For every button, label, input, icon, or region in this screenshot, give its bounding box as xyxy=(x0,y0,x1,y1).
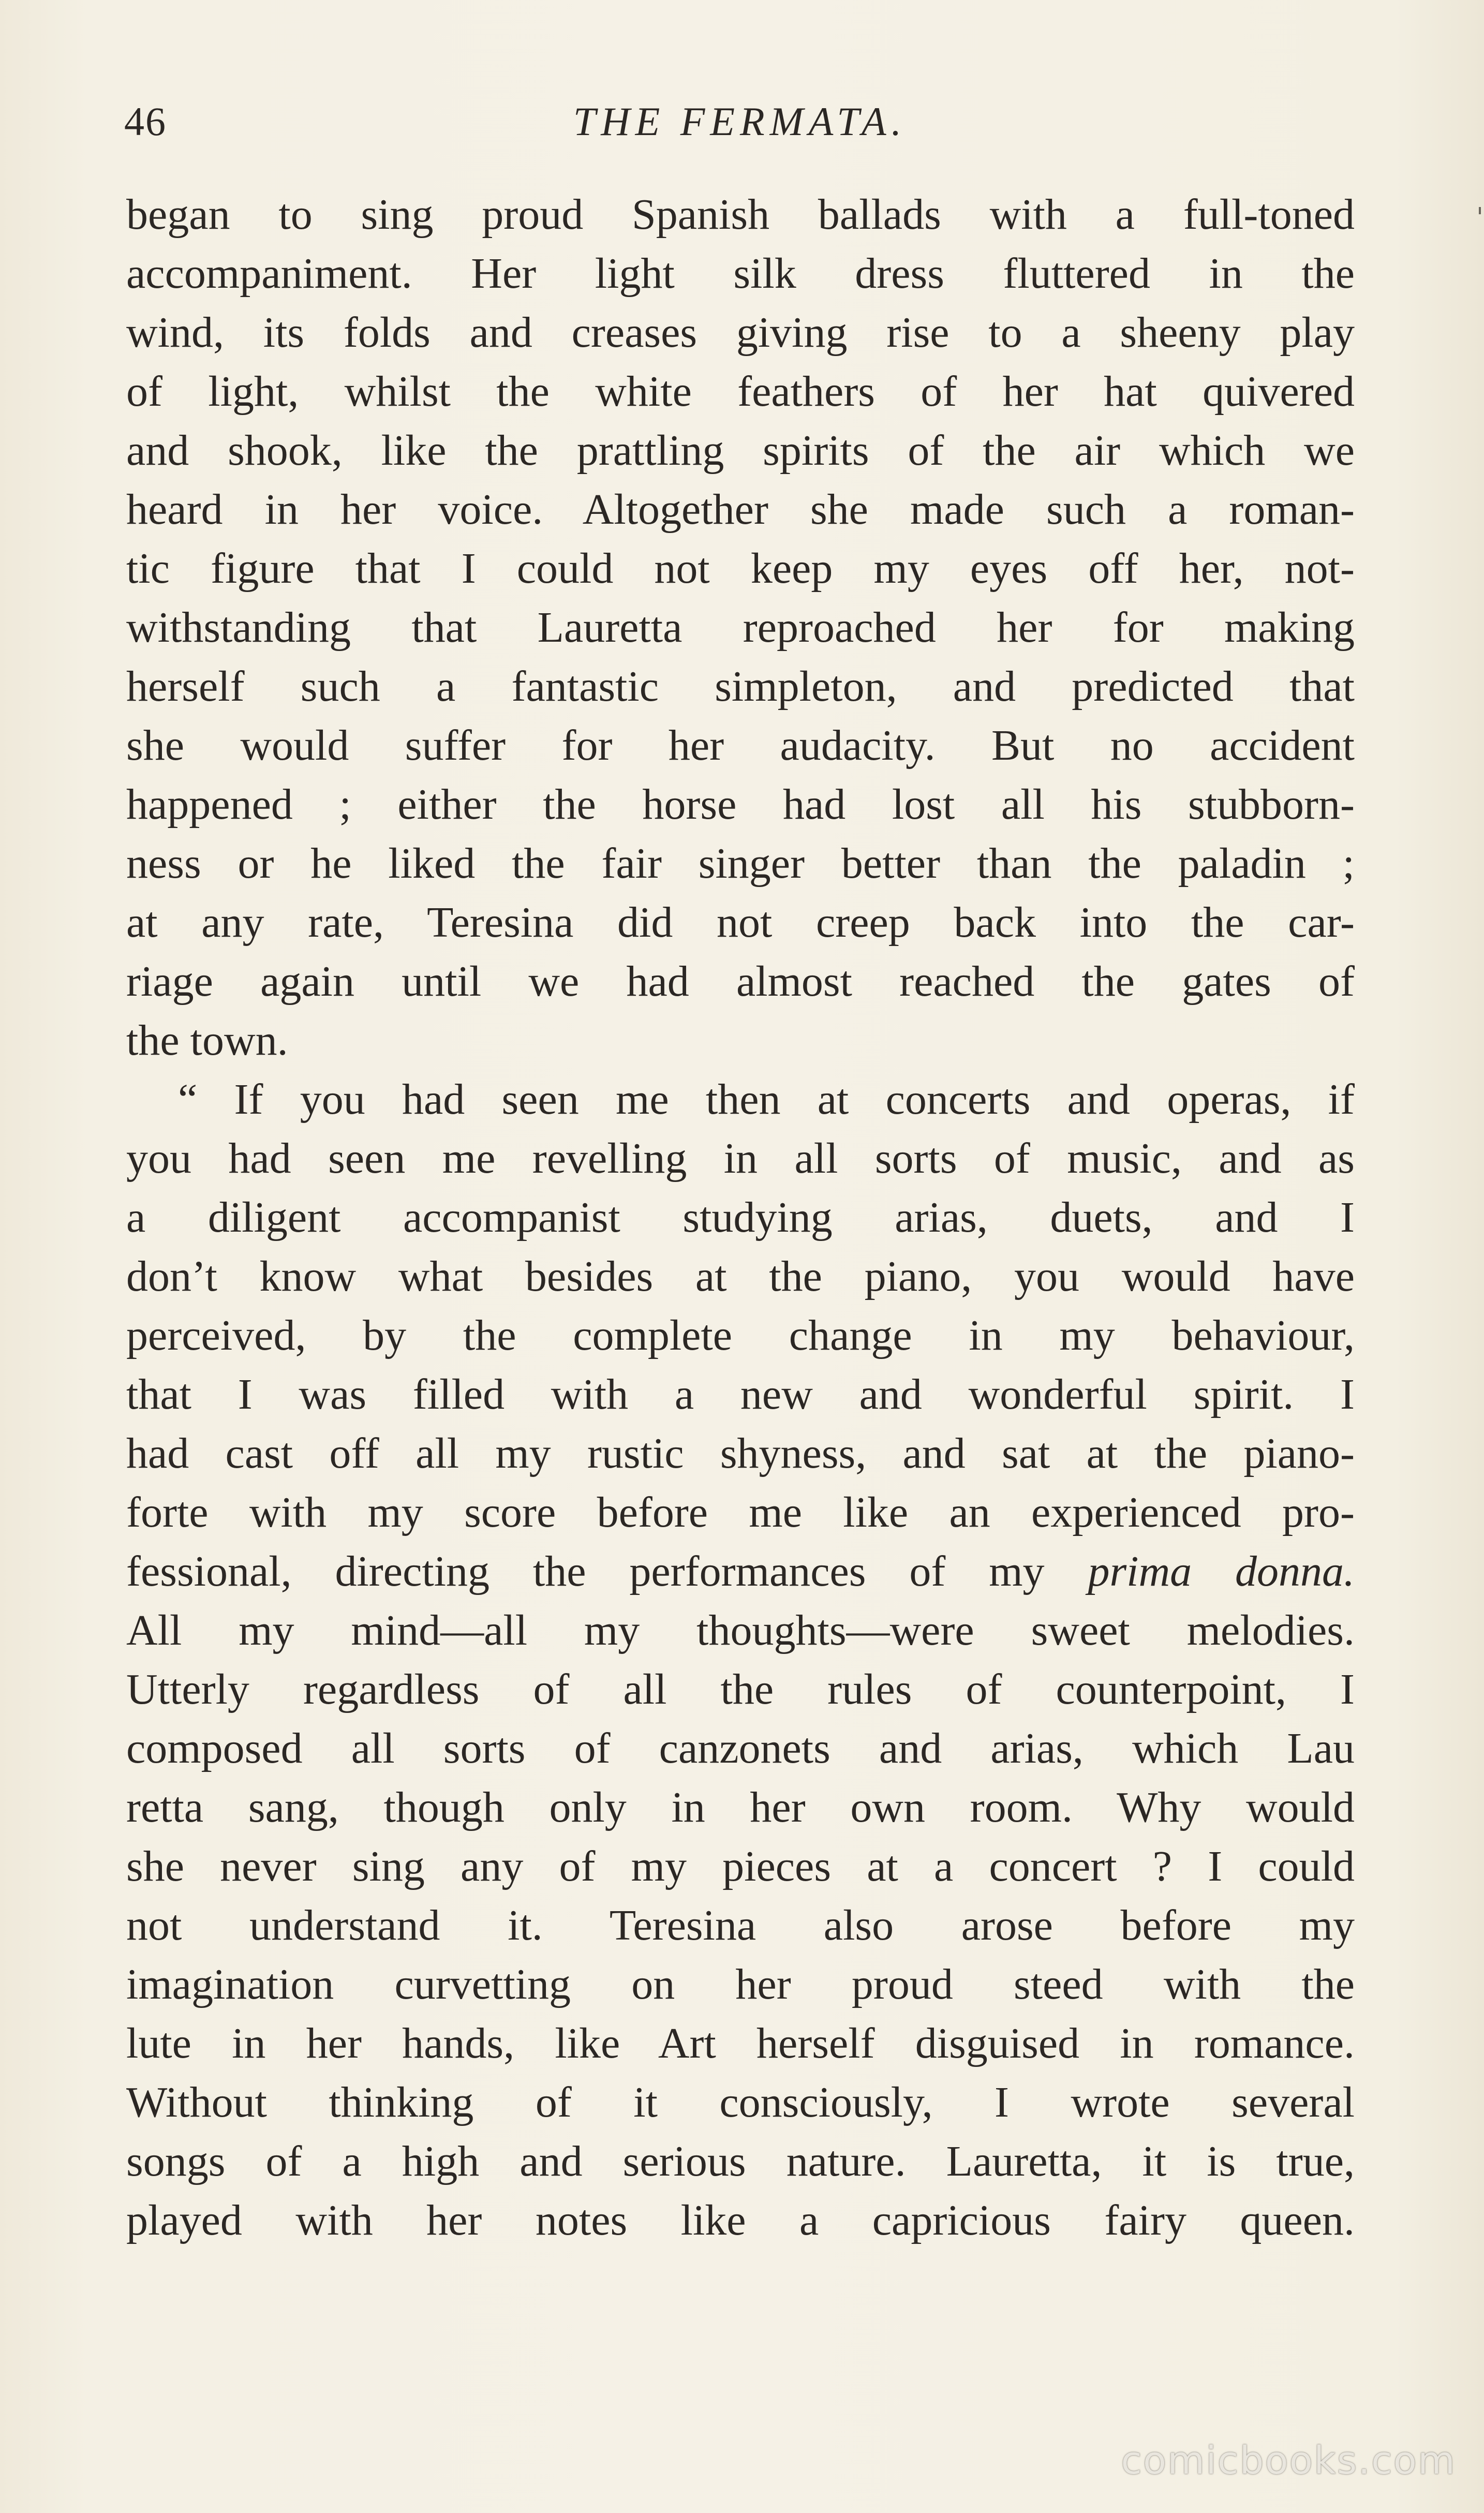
text-line: that I was filled with a new and wonderful spirit. I xyxy=(126,1370,1355,1418)
text-line: retta sang, though only in her own room. Why would xyxy=(126,1783,1355,1831)
text-line: songs of a high and serious nature. Lauretta, it is true, xyxy=(126,2137,1355,2185)
text-line: happened ; either the horse had lost all his stubborn- xyxy=(126,780,1355,829)
text-line: All my mind—all my thoughts—were sweet melodies. xyxy=(126,1606,1355,1654)
paragraph-start-line: “ If you had seen me then at concerts and operas, if xyxy=(178,1075,1355,1124)
text-line: imagination curvetting on her proud steed with the xyxy=(126,1960,1355,2008)
page-header xyxy=(124,88,1356,160)
line-text: fessional, directing the performances of my xyxy=(126,1547,1045,1595)
paragraph-end-line: the town. xyxy=(126,1016,288,1065)
text-line: of light, whilst the white feathers of her hat quivered xyxy=(126,367,1355,416)
text-line: don’t know what besides at the piano, you would have xyxy=(126,1252,1355,1300)
body-text xyxy=(126,185,1355,2250)
text-line: heard in her voice. Altogether she made such a roman- xyxy=(126,485,1355,534)
text-line: not understand it. Teresina also arose before my xyxy=(126,1901,1355,1949)
text-line: you had seen me revelling in all sorts of music, and as xyxy=(126,1134,1355,1182)
text-line: began to sing proud Spanish ballads with a full-toned xyxy=(126,190,1355,239)
text-line: played with her notes like a capricious fairy queen. xyxy=(126,2196,1355,2244)
text-line: forte with my score before me like an experienced pro- xyxy=(126,1488,1355,1536)
text-line: accompaniment. Her light silk dress fluttered in the xyxy=(126,249,1355,298)
text-line: composed all sorts of canzonets and arias, which Lau xyxy=(126,1724,1355,1772)
text-line: tic figure that I could not keep my eyes off her, not- xyxy=(126,544,1355,593)
text-line: had cast off all my rustic shyness, and sat at the piano- xyxy=(126,1429,1355,1477)
text-line: a diligent accompanist studying arias, duets, and I xyxy=(126,1193,1355,1241)
text-line: perceived, by the complete change in my behaviour, xyxy=(126,1311,1355,1359)
text-line: herself such a fantastic simpleton, and predicted that xyxy=(126,662,1355,711)
text-line: withstanding that Lauretta reproached her for making xyxy=(126,603,1355,652)
text-line: Without thinking of it consciously, I wrote several xyxy=(126,2078,1355,2126)
text-line: lute in her hands, like Art herself disguised in romance. xyxy=(126,2019,1355,2067)
text-line: Utterly regardless of all the rules of counterpoint, I xyxy=(126,1665,1355,1713)
running-head: THE FERMATA. xyxy=(573,99,907,144)
text-line: and shook, like the prattling spirits of the air which we xyxy=(126,426,1355,475)
margin-mark xyxy=(1479,207,1481,214)
text-line: riage again until we had almost reached the gates of xyxy=(126,957,1355,1006)
text-line: she would suffer for her audacity. But no accident xyxy=(126,721,1355,770)
text-line-with-italic xyxy=(126,1542,1355,1601)
text-line: ness or he liked the fair singer better than the paladin ; xyxy=(126,839,1355,888)
italic-phrase: prima donna. xyxy=(1088,1547,1355,1595)
text-line: wind, its folds and creases giving rise to a sheeny play xyxy=(126,308,1355,357)
text-line: she never sing any of my pieces at a concert ? I could xyxy=(126,1842,1355,1890)
watermark: comicbooks.com xyxy=(1121,2438,1456,2483)
text-line: at any rate, Teresina did not creep back into the car- xyxy=(126,898,1355,947)
page-number: 46 xyxy=(124,99,167,144)
